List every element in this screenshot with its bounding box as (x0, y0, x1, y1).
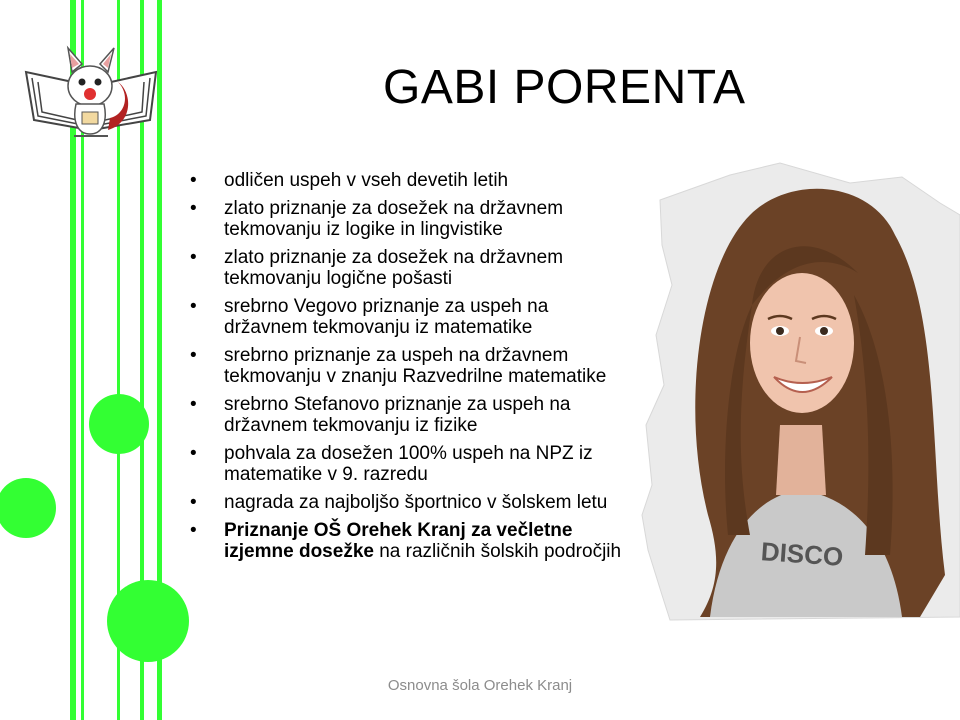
list-item (190, 296, 630, 338)
list-item (190, 492, 630, 513)
list-item-text: nagrada za najboljšo športnico v šolskem letu (224, 492, 608, 513)
bullet-icon: • (190, 198, 197, 219)
list-item (190, 443, 630, 485)
shirt-print-text: DISCO (759, 536, 845, 572)
list-item-text: pohvala za dosežen 100% uspeh na NPZ iz matematike v 9. razredu (224, 443, 593, 485)
list-item (190, 170, 630, 191)
bullet-icon: • (190, 170, 197, 191)
list-item-text: zlato priznanje za dosežek na državnem tekmovanju iz logike in lingvistike (224, 198, 564, 240)
list-item-text: srebrno Stefanovo priznanje za uspeh na državnem tekmovanju iz fizike (224, 394, 571, 436)
list-item-text: zlato priznanje za dosežek na državnem tekmovanju logične pošasti (224, 247, 564, 289)
bullet-icon: • (190, 492, 197, 513)
student-portrait-photo (640, 155, 960, 630)
list-item-text: srebrno priznanje za uspeh na državnem tekmovanju v znanju Razvedrilne matematike (224, 345, 607, 387)
bullet-icon: • (190, 247, 197, 268)
footer-school-name: Osnovna šola Orehek Kranj (387, 677, 573, 694)
green-circle-small (89, 394, 149, 454)
list-item (190, 198, 630, 240)
list-item-text: odličen uspeh v vseh devetih letih (224, 170, 509, 191)
bullet-icon: • (190, 345, 197, 366)
bullet-icon: • (190, 296, 197, 317)
bullet-icon: • (190, 443, 197, 464)
list-item (190, 520, 630, 562)
list-item-bold-text: Priznanje OŠ Orehek Kranj za večletne izjemne dosežke (224, 520, 573, 562)
list-item-text: srebrno Vegovo priznanje za uspeh na državnem tekmovanju iz matematike (224, 296, 549, 338)
bullet-icon: • (190, 520, 197, 541)
list-item (190, 345, 630, 387)
list-item (190, 394, 630, 436)
bullet-icon: • (190, 394, 197, 415)
list-item (190, 247, 630, 289)
squirrel-book-logo-icon (22, 42, 160, 142)
list-item-text: na različnih šolskih področjih (373, 541, 622, 562)
green-circle-left (0, 478, 56, 538)
achievements-list (190, 170, 630, 569)
slide-title: GABI PORENTA (383, 61, 746, 114)
green-circle-large (107, 580, 189, 662)
